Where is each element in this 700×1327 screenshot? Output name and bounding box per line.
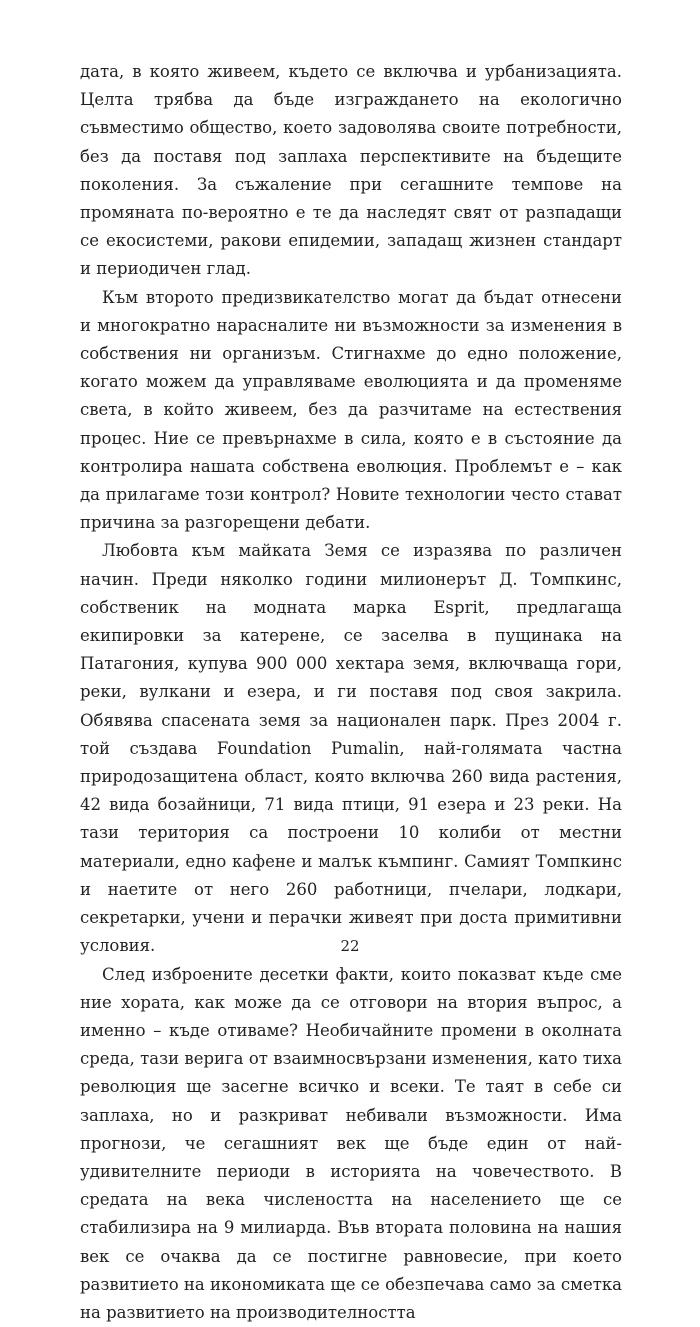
paragraph-3: Любовта към майката Земя се изразява по различен начин. Преди няколко години милионерът Д. Томпкинс, собственик на модната марка Esprit, предлагаща екипировки за катерене, се заселва в пущинака на Патагония, купува 900 000 хектара земя, включваща гори, реки, вулкани и езера, и ги поставя под своя закрила. Обявява спасената земя за национален парк. През 2004 г. той създава Foundation Pumalin, най-голямата частна природозащитена област, която включва 260 вида растения, 42 вида бозайници, 71 вида птици, 91 езера и 23 реки. На тази територия са построени 10 колиби от местни материали, едно кафене и малък къмпинг. Самият Томпкинс и наетите от него 260 работници, пчелари, лодкари, секретарки, учени и перачки живеят при доста примитивни условия. — [80, 537, 622, 960]
page-number: 22 — [0, 937, 700, 955]
paragraph-4: След изброените десетки факти, които показват къде сме ние хората, как може да се отговори на втория въпрос, а именно – къде отиваме? Необичайните промени в околната среда, тази верига от взаимносвързани изменения, като тиха революция ще засегне всичко и всеки. Те таят в себе си заплаха, но и разкриват небивали възможности. Има прогнози, че сегашният век ще бъде един от най-удивителните периоди в историята на човечеството. В средата на века числеността на населението ще се стабилизира на 9 милиарда. Във втората половина на нашия век се очаква да се постигне равновесие, при което развитието на икономиката ще се обезпечава само за сметка на развитието на производителността — [80, 961, 622, 1327]
paragraph-2: Към второто предизвикателство могат да бъдат отнесени и многократно нарасналите ни възможности за изменения в собствения ни организъм. Стигнахме до едно положение, когато можем да управляваме еволюцията и да променяме света, в който живеем, без да разчитаме на естествения процес. Ние се превърнахме в сила, която е в състояние да контролира нашата собствена еволюция. Проблемът е – как да прилагаме този контрол? Новите технологии често стават причина за разгорещени дебати. — [80, 284, 622, 538]
paragraph-1: дата, в която живеем, където се включва и урбанизацията. Целта трябва да бъде изграждането на екологично съвместимо общество, което задоволява своите потребности, без да поставя под заплаха перспективите на бъдещите поколения. За съжаление при сегашните темпове на промяната по-вероятно е те да наследят свят от разпадащи се екосистеми, ракови епидемии, западащ жизнен стандарт и периодичен глад. — [80, 58, 622, 284]
body-text — [80, 58, 622, 1327]
